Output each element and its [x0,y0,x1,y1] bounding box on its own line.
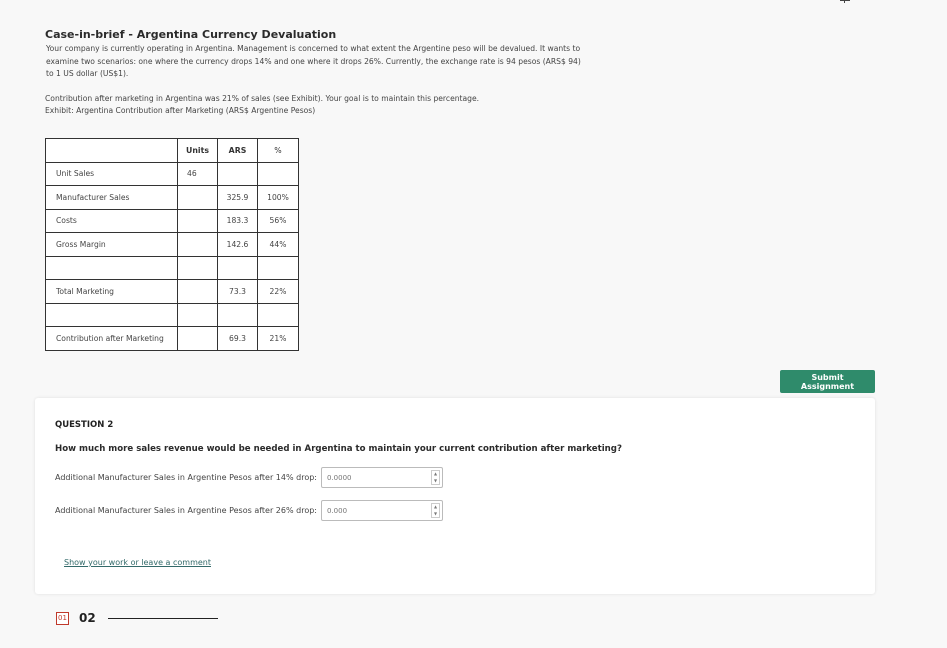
question-card [35,398,875,594]
table-header-units: Units [178,139,218,163]
question-text: How much more sales revenue would be needed in Argentina to maintain your current contribution after marketing? [55,444,622,454]
spin-up-icon[interactable]: ▲ [433,471,438,476]
row-ars [218,303,258,327]
show-work-comment-link[interactable]: Show your work or leave a comment [64,558,211,567]
exhibit-table [45,138,299,351]
case-paragraph-2: Contribution after marketing in Argentina was 21% of sales (see Exhibit). Your goal is to maintain this percentage. [45,93,480,103]
row-label: Contribution after Marketing [46,327,178,351]
question-pager [56,611,218,625]
table-row [46,303,299,327]
row-label: Unit Sales [46,162,178,186]
row-ars [218,256,258,280]
row-percent [258,303,299,327]
case-brief [45,28,585,118]
table-header-row [46,139,299,163]
row-ars: 73.3 [218,280,258,304]
row-units [178,327,218,351]
spinner-arrows[interactable] [431,503,440,518]
row-percent: 100% [258,186,299,210]
table-row [46,162,299,186]
table-header-category [46,139,178,163]
submit-assignment-button[interactable]: Submit Assignment [780,370,875,393]
table-header-percent: % [258,139,299,163]
row-percent: 21% [258,327,299,351]
row-label: Gross Margin [46,233,178,257]
question-label: QUESTION 2 [55,420,114,430]
row-ars [218,162,258,186]
corner-mark [840,0,850,3]
answer-14-stepper[interactable] [321,467,443,488]
answer-14-input[interactable] [324,470,434,485]
exhibit-caption: Exhibit: Argentina Contribution after Marketing (ARS$ Argentine Pesos) [45,106,316,115]
table-row [46,327,299,351]
spin-down-icon[interactable]: ▼ [433,510,438,516]
spin-down-icon[interactable]: ▼ [433,477,438,483]
row-label: Total Marketing [46,280,178,304]
row-percent [258,256,299,280]
answer-row-26 [55,500,443,521]
row-units [178,303,218,327]
case-title: Case-in-brief - Argentina Currency Devaluation [45,28,337,41]
pager-progress-line [108,618,218,619]
table-row [46,280,299,304]
row-units [178,209,218,233]
row-percent: 44% [258,233,299,257]
answer-row-14 [55,467,443,488]
table-row [46,186,299,210]
row-percent: 56% [258,209,299,233]
case-paragraph-1: Your company is currently operating in Argentina. Management is concerned to what extent the Argentine peso will be devalued. It wants to examine two scenarios: one where the currency drops 14% and one where it drops 26%. Currently, the exchange rate is 94 pesos (ARS$ 94) to 1 US dollar (US$1). [46,44,581,78]
row-label [46,256,178,280]
row-units: 46 [178,162,218,186]
row-label [46,303,178,327]
row-units [178,186,218,210]
answer-label-26: Additional Manufacturer Sales in Argentine Pesos after 26% drop: [55,506,317,515]
spinner-arrows[interactable] [431,470,440,485]
row-units [178,280,218,304]
table-row [46,233,299,257]
row-ars: 183.3 [218,209,258,233]
pager-current-question: 02 [79,611,96,625]
row-label: Costs [46,209,178,233]
table-row [46,209,299,233]
spin-up-icon[interactable]: ▲ [433,504,438,509]
table-header-ars: ARS [218,139,258,163]
row-ars: 325.9 [218,186,258,210]
row-ars: 142.6 [218,233,258,257]
table-row [46,256,299,280]
row-ars: 69.3 [218,327,258,351]
row-percent [258,162,299,186]
row-units [178,233,218,257]
row-percent: 22% [258,280,299,304]
answer-26-input[interactable] [324,503,434,518]
pager-prev-question[interactable]: 01 [56,612,69,625]
answer-label-14: Additional Manufacturer Sales in Argentine Pesos after 14% drop: [55,473,317,482]
answer-26-stepper[interactable] [321,500,443,521]
row-units [178,256,218,280]
row-label: Manufacturer Sales [46,186,178,210]
